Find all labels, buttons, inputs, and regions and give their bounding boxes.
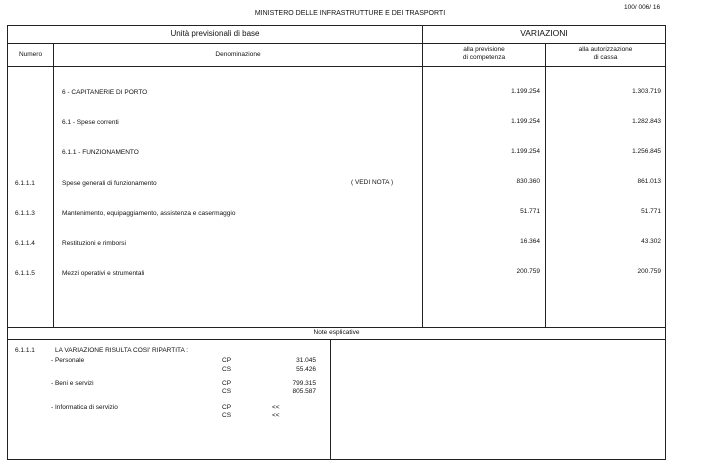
note-cs-label: CS [222, 366, 232, 373]
row-cassa: 51.771 [641, 208, 661, 215]
note-cp-label: CP [222, 357, 232, 364]
row-denominazione: Restituzioni e rimborsi [62, 240, 126, 247]
row-competenza: 830.360 [516, 178, 540, 185]
notes-reference: 6.1.1.1 [15, 347, 35, 354]
ministry-title: MINISTERO DELLE INFRASTRUTTURE E DEI TRASPORTI [254, 10, 446, 17]
row-competenza: 1.199.254 [511, 88, 540, 95]
row-competenza: 1.199.254 [511, 148, 540, 155]
competenza-header-line1: alla previsione [463, 46, 505, 53]
note-item-label: - Personale [51, 357, 85, 364]
note-cp-value: << [272, 404, 280, 411]
notes-heading: LA VARIAZIONE RISULTA COSI' RIPARTITA : [55, 347, 189, 354]
note-cs-value: 805.587 [292, 388, 316, 395]
row-denominazione: 6.1 - Spese correnti [62, 119, 119, 126]
row-denominazione: Spese generali di funzionamento [62, 180, 157, 187]
row-numero: 6.1.1.3 [15, 210, 35, 217]
row-numero: 6.1.1.1 [15, 180, 35, 187]
note-cp-label: CP [222, 404, 232, 411]
note-item-label: - Beni e servizi [51, 380, 94, 387]
variazioni-header: VARIAZIONI [520, 28, 568, 38]
numero-header: Numero [18, 51, 43, 58]
row-nota: ( VEDI NOTA ) [351, 179, 394, 186]
row-denominazione: Mantenimento, equipaggiamento, assistenza e casermaggio [62, 210, 236, 217]
row-cassa: 1.256.845 [632, 148, 661, 155]
denominazione-header: Denominazione [215, 51, 261, 58]
note-cp-value: 799.315 [292, 380, 316, 387]
note-cs-value: 55.426 [296, 366, 316, 373]
row-competenza: 16.364 [520, 238, 540, 245]
notes-title: Note esplicative [313, 329, 360, 336]
note-cp-value: 31.045 [296, 357, 316, 364]
row-denominazione: 6 - CAPITANERIE DI PORTO [62, 89, 148, 96]
unita-previsionali-header: Unità previsionali di base [170, 29, 260, 38]
cassa-header-line2: di cassa [593, 54, 618, 61]
note-cp-label: CP [222, 380, 232, 387]
row-competenza: 51.771 [520, 208, 540, 215]
row-denominazione: 6.1.1 - FUNZIONAMENTO [62, 149, 139, 156]
row-cassa: 1.282.843 [632, 118, 661, 125]
note-item-label: - Informatica di servizio [51, 404, 118, 411]
row-numero: 6.1.1.4 [15, 240, 35, 247]
note-cs-value: << [272, 412, 280, 419]
row-cassa: 200.759 [637, 268, 661, 275]
row-cassa: 43.302 [641, 238, 661, 245]
page-reference: 100/ 006/ 16 [624, 4, 661, 11]
row-competenza: 200.759 [516, 268, 540, 275]
row-competenza: 1.199.254 [511, 118, 540, 125]
note-cs-label: CS [222, 388, 232, 395]
competenza-header-line2: di competenza [462, 54, 506, 61]
row-cassa: 1.303.719 [632, 88, 661, 95]
row-denominazione: Mezzi operativi e strumentali [62, 270, 145, 277]
row-numero: 6.1.1.5 [15, 270, 35, 277]
note-cs-label: CS [222, 412, 232, 419]
cassa-header-line1: alla autorizzazione [578, 46, 633, 53]
row-cassa: 861.013 [637, 178, 661, 185]
